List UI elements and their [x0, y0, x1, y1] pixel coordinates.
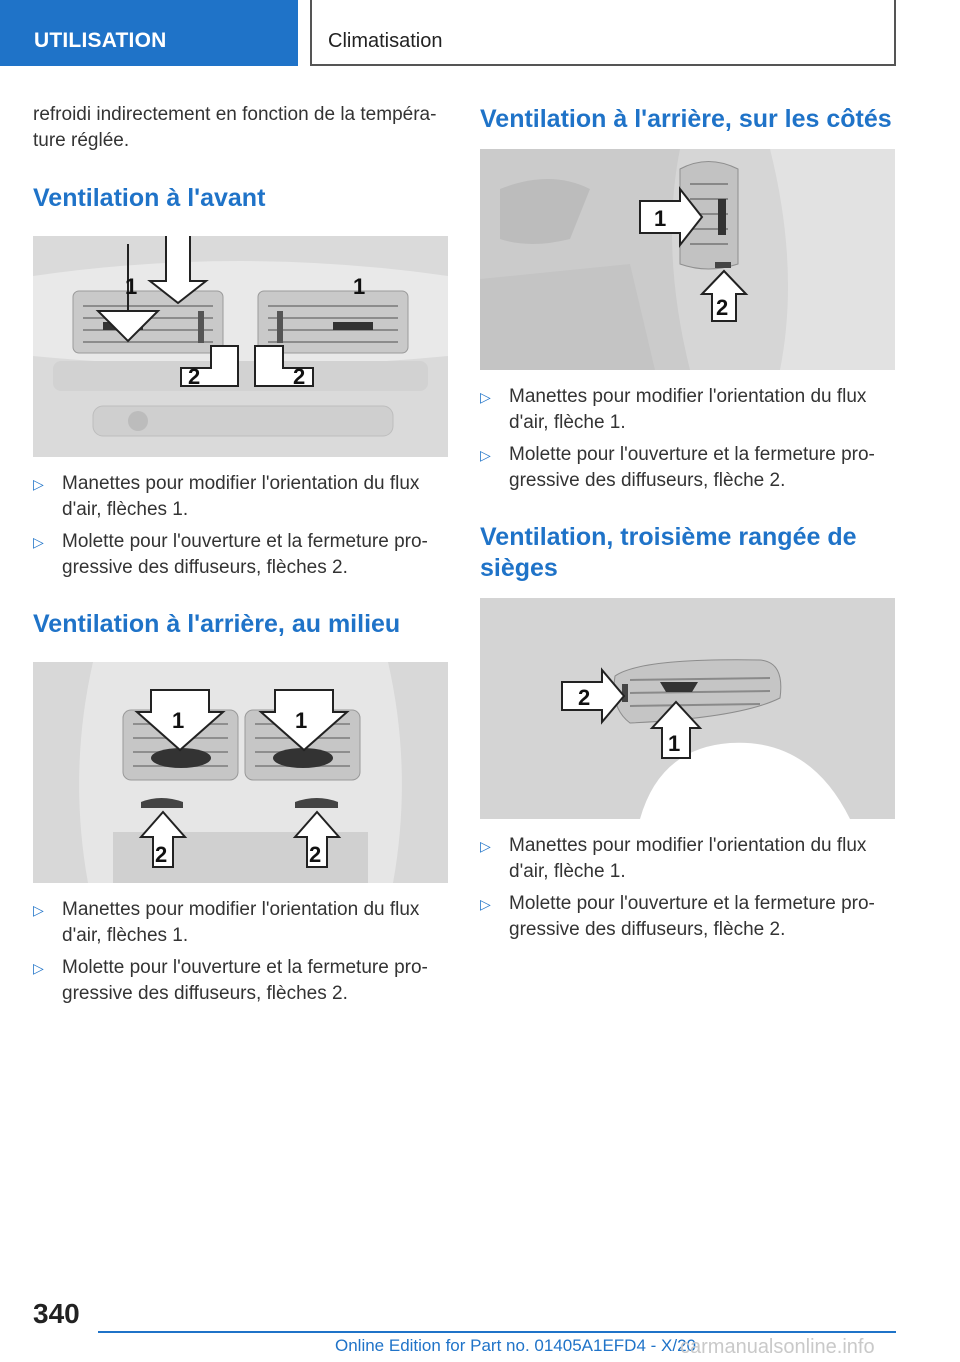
triangle-right-outline-icon: ▷ — [33, 534, 44, 550]
triangle-right-outline-icon: ▷ — [33, 902, 44, 918]
list-item: ▷ Molette pour l'ouverture et la fermeture pro-gressive des diffuseurs, flèches 2. — [33, 957, 428, 1004]
intro-paragraph: refroidi indirectement en fonction de la tempéra-ture réglée. — [33, 104, 437, 151]
triangle-right-outline-icon: ▷ — [480, 896, 491, 912]
rear-middle-ventilation-list — [33, 897, 448, 1007]
rear-middle-vents-illustration — [33, 662, 448, 883]
footer-edition: Online Edition for Part no. 01405A1EFD4 - X/20 — [335, 1336, 696, 1355]
svg-text:1: 1 — [172, 708, 185, 733]
front-vents-illustration — [33, 236, 448, 457]
triangle-right-outline-icon: ▷ — [480, 447, 491, 463]
chapter-title: Climatisation — [310, 0, 896, 66]
svg-text:2: 2 — [309, 842, 322, 867]
figure-rear-side-vent — [480, 149, 895, 370]
svg-text:2: 2 — [578, 685, 591, 710]
list-item: ▷ Manettes pour modifier l'orientation du flux d'air, flèches 1. — [33, 899, 420, 946]
third-row-ventilation-list — [480, 833, 895, 943]
front-ventilation-list — [33, 471, 448, 581]
svg-text:1: 1 — [295, 708, 308, 733]
svg-text:1: 1 — [668, 731, 681, 756]
list-item: ▷ Manettes pour modifier l'orientation du flux d'air, flèche 1. — [480, 835, 867, 882]
svg-text:2: 2 — [293, 364, 306, 389]
right-column — [480, 98, 895, 949]
svg-text:1: 1 — [353, 274, 366, 299]
third-row-vent-illustration — [480, 598, 895, 819]
page-number: 340 — [33, 1298, 80, 1329]
figure-third-row-vent — [480, 598, 895, 819]
figure-front-vents — [33, 236, 448, 457]
rear-side-vent-illustration — [480, 149, 895, 370]
figure-rear-middle-vents — [33, 662, 448, 883]
section-tab: UTILISATION — [0, 0, 298, 66]
rear-side-ventilation-list — [480, 384, 895, 494]
svg-text:2: 2 — [188, 364, 201, 389]
list-item: ▷ Molette pour l'ouverture et la fermeture pro-gressive des diffuseurs, flèches 2. — [33, 531, 428, 578]
triangle-right-outline-icon: ▷ — [480, 389, 491, 405]
section-title-third-row-ventilation: Ventilation, troisième rangée de sièges — [480, 523, 857, 582]
svg-text:1: 1 — [654, 206, 667, 231]
triangle-right-outline-icon: ▷ — [480, 838, 491, 854]
section-title-rear-side-ventilation: Ventilation à l'arrière, sur les côtés — [480, 105, 892, 133]
list-item: ▷ Manettes pour modifier l'orientation du flux d'air, flèches 1. — [33, 473, 420, 520]
svg-text:2: 2 — [716, 295, 729, 320]
svg-text:2: 2 — [155, 842, 168, 867]
left-column — [33, 98, 448, 1013]
section-title-rear-middle-ventilation: Ventilation à l'arrière, au milieu — [33, 610, 401, 638]
svg-text:1: 1 — [125, 274, 138, 299]
list-item: ▷ Manettes pour modifier l'orientation du flux d'air, flèche 1. — [480, 386, 867, 433]
triangle-right-outline-icon: ▷ — [33, 960, 44, 976]
list-item: ▷ Molette pour l'ouverture et la fermeture pro-gressive des diffuseurs, flèche 2. — [480, 893, 875, 940]
footer-divider — [98, 1331, 896, 1333]
triangle-right-outline-icon: ▷ — [33, 476, 44, 492]
list-item: ▷ Molette pour l'ouverture et la fermeture pro-gressive des diffuseurs, flèche 2. — [480, 444, 875, 491]
watermark: carmanualsonline.info — [680, 1336, 875, 1358]
section-title-front-ventilation: Ventilation à l'avant — [33, 184, 266, 212]
